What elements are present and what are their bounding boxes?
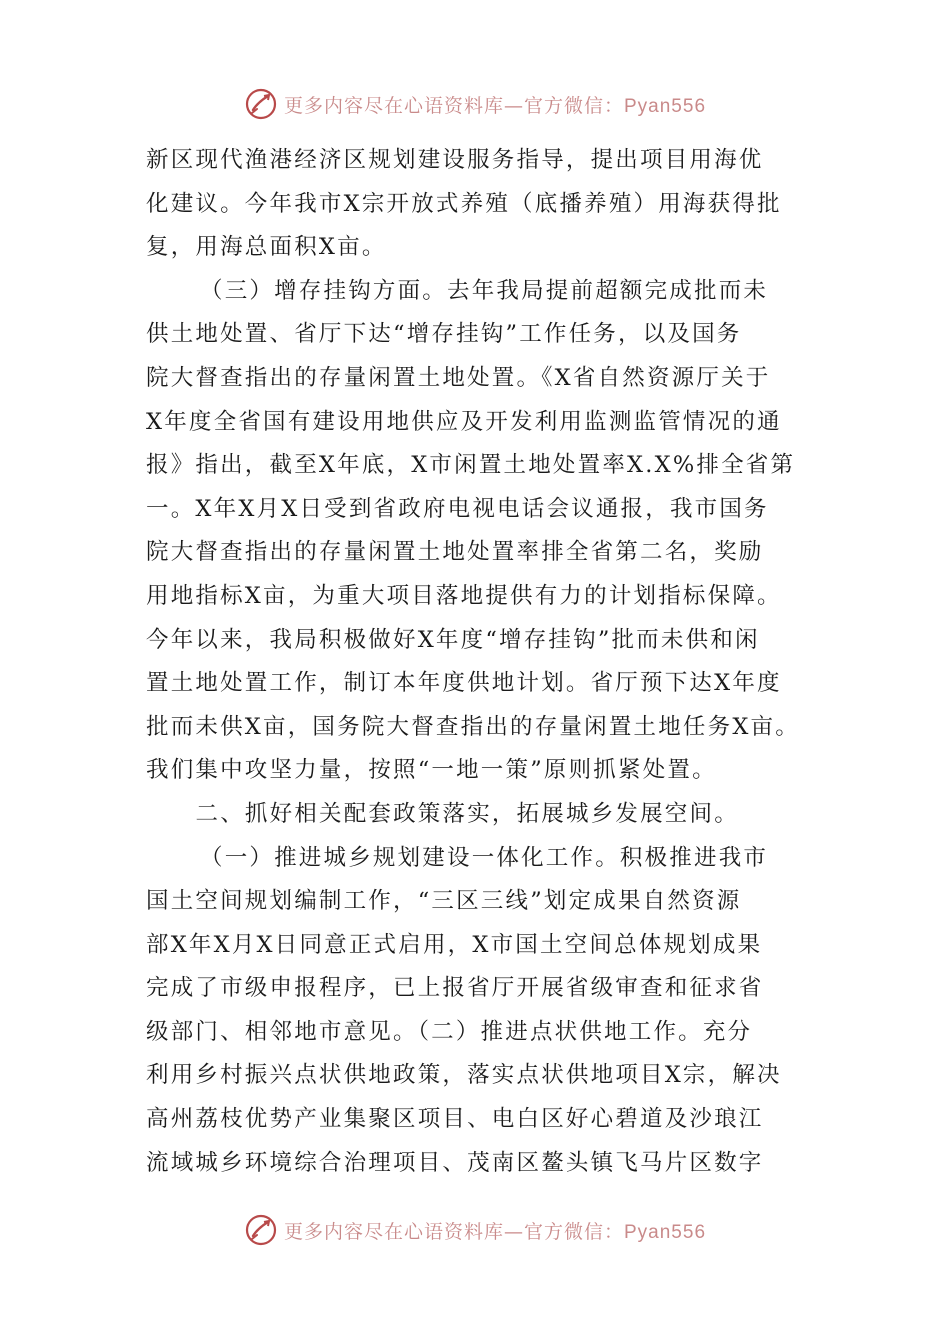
- text-line: 部X年X月X日同意正式启用，X市国土空间总体规划成果: [146, 931, 763, 958]
- text-line: 用地指标X亩，为重大项目落地提供有力的计划指标保障。: [146, 582, 782, 609]
- text-line: （一）推进城乡规划建设一体化工作。积极推进我市: [200, 844, 769, 871]
- pen-seal-logo-icon: [244, 87, 278, 121]
- text-line: 今年以来，我局积极做好X年度“增存挂钩”批而未供和闲: [146, 626, 760, 653]
- header-watermark-banner: [0, 82, 950, 126]
- text-line: 供土地处置、省厅下达“增存挂钩”工作任务，以及国务: [146, 321, 742, 348]
- text-line: 流域城乡环境综合治理项目、茂南区鳌头镇飞马片区数字: [146, 1149, 764, 1176]
- banner-label: 更多内容尽在心语资料库—官方微信：: [283, 1220, 624, 1243]
- text-line: 利用乡村振兴点状供地政策，落实点状供地项目X宗，解决: [146, 1062, 782, 1089]
- text-line: 批而未供X亩，国务院大督查指出的存量闲置土地任务X亩。: [146, 713, 800, 740]
- text-line: X年度全省国有建设用地供应及开发利用监测监管情况的通: [146, 408, 782, 435]
- text-line: 院大督查指出的存量闲置土地处置。《X省自然资源厅关于: [146, 364, 771, 391]
- text-line: （三）增存挂钩方面。去年我局提前超额完成批而未: [200, 277, 769, 304]
- text-line: 国土空间规划编制工作，“三区三线”划定成果自然资源: [146, 888, 742, 915]
- text-line: 我们集中攻坚力量，按照“一地一策”原则抓紧处置。: [146, 757, 717, 784]
- text-line: 二、抓好相关配套政策落实，拓展城乡发展空间。: [195, 800, 739, 827]
- text-line: 院大督查指出的存量闲置土地处置率排全省第二名，奖励: [146, 539, 764, 566]
- text-line: 完成了市级申报程序，已上报省厅开展省级审查和征求省: [146, 975, 764, 1002]
- paragraph-3: [146, 837, 806, 1186]
- banner-handle: Pyan556: [624, 95, 707, 117]
- text-line: 复，用海总面积X亩。: [146, 234, 387, 261]
- text-line: 报》指出，截至X年底，X市闲置土地处置率X.X%排全省第: [146, 452, 796, 479]
- banner-label: 更多内容尽在心语资料库—官方微信：: [283, 94, 624, 117]
- paragraph-1: [146, 139, 806, 270]
- footer-watermark-banner: [0, 1208, 950, 1252]
- text-line: 化建议。今年我市X宗开放式养殖（底播养殖）用海获得批: [146, 190, 782, 217]
- text-line: 高州荔枝优势产业集聚区项目、电白区好心碧道及沙琅江: [146, 1106, 764, 1133]
- document-body: [146, 139, 806, 1185]
- section-heading-2: [146, 793, 806, 837]
- banner-text: [284, 1217, 706, 1244]
- paragraph-2: [146, 270, 806, 793]
- text-line: 新区现代渔港经济区规划建设服务指导，提出项目用海优: [146, 147, 764, 173]
- text-line: 一。X年X月X日受到省政府电视电话会议通报，我市国务: [146, 495, 769, 522]
- text-line: 级部门、相邻地市意见。（二）推进点状供地工作。充分: [146, 1018, 753, 1045]
- pen-seal-logo-icon: [244, 1213, 278, 1247]
- banner-handle: Pyan556: [624, 1221, 707, 1243]
- banner-text: [284, 91, 706, 118]
- text-line: 置土地处置工作，制订本年度供地计划。省厅预下达X年度: [146, 670, 782, 697]
